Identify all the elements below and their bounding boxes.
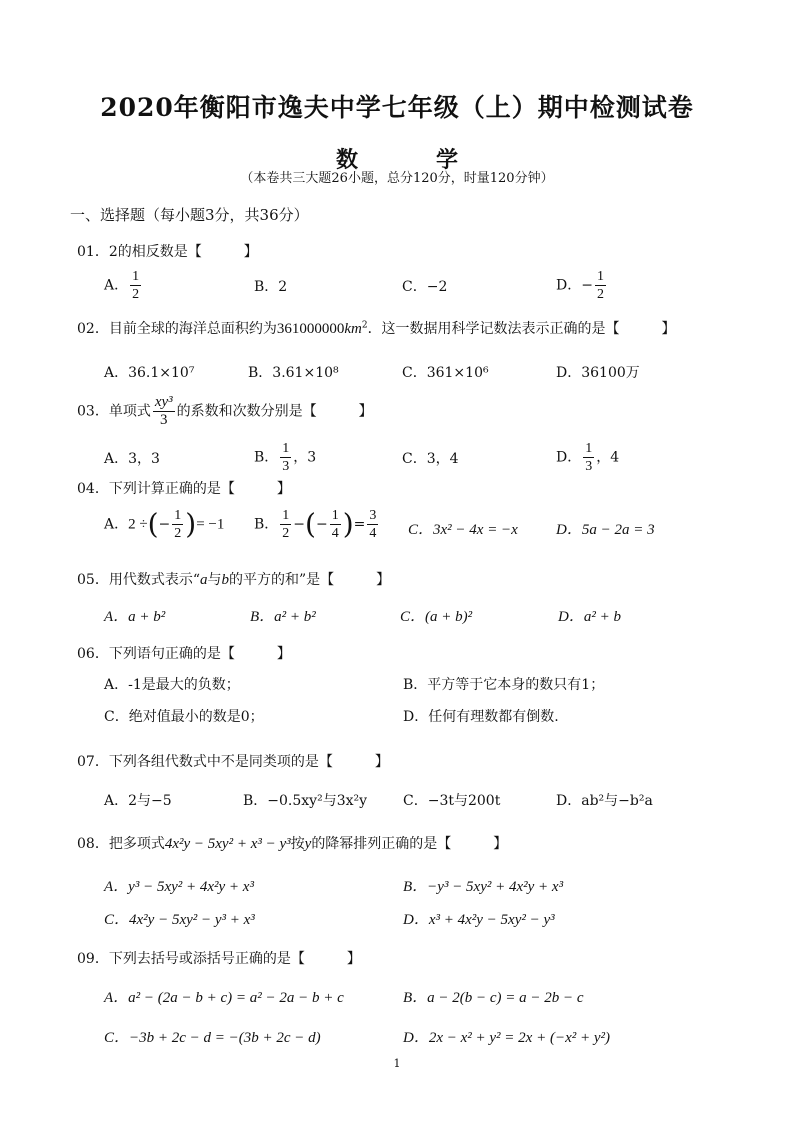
subject-char-2: 学: [436, 147, 459, 173]
q04-option-d: D．5a − 2a = 3: [556, 522, 655, 538]
fraction: $\frac{1}{4}$: [331, 508, 339, 541]
q03-option-c: C．3，4: [402, 451, 459, 467]
section-heading: 一、选择题（每小题3分，共36分）: [70, 206, 309, 224]
fraction: $\frac{3}{4}$: [369, 508, 377, 541]
q05-option-c: C．(a + b)²: [400, 609, 473, 625]
question-01: 01．2的相反数是【 】: [77, 244, 258, 260]
q01-option-c: C．−2: [402, 279, 448, 295]
q06-option-c: C．绝对值最小的数是0；: [104, 709, 264, 725]
q08-option-b: B．−y³ − 5xy² + 4x²y + x³: [403, 879, 564, 895]
q07-option-a: A．2与−5: [104, 793, 172, 809]
q05-option-a: A．a + b²: [104, 609, 166, 625]
exam-info: （本卷共三大题26小题，总分120分，时量120分钟）: [240, 171, 554, 186]
fraction: $\frac{1}{2}$: [174, 508, 182, 541]
fraction: $\frac{\text{xy³}}{3}$: [154, 394, 173, 428]
fraction: $\frac{1}{3}$: [282, 441, 290, 474]
q09-option-d: D．2x − x² + y² = 2x + (−x² + y²): [403, 1030, 610, 1046]
fraction: $\frac{1}{3}$: [585, 441, 593, 474]
q06-option-d: D．任何有理数都有倒数.: [403, 709, 559, 725]
question-07: 07．下列各组代数式中不是同类项的是【 】: [77, 754, 389, 770]
fraction: $\frac{1}{2}$: [132, 269, 140, 302]
question-06: 06．下列语句正确的是【 】: [77, 646, 291, 662]
q03-option-d: D． $\frac{1}{3}$ ，4: [556, 441, 620, 474]
question-02: 02．目前全球的海洋总面积约为$361000000km^2$．这一数据用科学记数法表示正确的是【 】: [77, 320, 676, 337]
q07-option-c: C．−3t与200t: [403, 793, 501, 809]
q07-option-d: D．ab²与−b²a: [556, 793, 653, 809]
q02-option-a: A．36.1×10⁷: [104, 365, 195, 381]
question-08: 08．把多项式4x²y − 5xy² + x³ − y³按y的降幂排列正确的是【 】: [77, 836, 508, 852]
q07-option-b: B．−0.5xy²与3x²y: [243, 793, 368, 809]
fraction: $\frac{1}{2}$: [596, 269, 604, 302]
q04-option-b: B． $\frac{1}{2}$ −(− $\frac{1}{4}$ )= $\frac{3}{4}$: [254, 507, 377, 541]
q05-option-d: D．a² + b: [558, 609, 621, 625]
q09-option-a: A．a² − (2a − b + c) = a² − 2a − b + c: [104, 990, 344, 1006]
fraction: $\frac{1}{2}$: [282, 508, 290, 541]
question-09: 09．下列去括号或添括号正确的是【 】: [77, 951, 361, 967]
q04-option-a: A．2 ÷(− $\frac{1}{2}$ )= −1: [104, 507, 225, 541]
q06-option-a: A．-1是最大的负数；: [104, 677, 240, 693]
q02-option-b: B．3.61×10⁸: [248, 365, 339, 381]
q06-option-b: B．平方等于它本身的数只有1；: [403, 677, 605, 693]
question-04: 04．下列计算正确的是【 】: [77, 481, 291, 497]
q01-option-b: B．2: [254, 279, 288, 295]
q02-option-c: C．361×10⁶: [402, 365, 489, 381]
q08-option-a: A．y³ − 5xy² + 4x²y + x³: [104, 879, 254, 895]
question-03: 03．单项式 $\frac{\text{xy³}}{3}$ 的系数和次数分别是【 】: [77, 394, 373, 428]
q04-option-c: C．3x² − 4x = −x: [408, 522, 518, 538]
q08-option-c: C．4x²y − 5xy² − y³ + x³: [104, 912, 255, 928]
subject-char-1: 数: [335, 147, 358, 173]
q05-option-b: B．a² + b²: [250, 609, 316, 625]
q01-option-d: D．− $\frac{1}{2}$: [556, 269, 604, 302]
question-05: 05．用代数式表示“a与b的平方的和”是【 】: [77, 572, 391, 588]
page-number: 1: [393, 1057, 401, 1070]
q01-option-a: A． $\frac{1}{2}$: [104, 269, 140, 302]
q09-option-b: B．a − 2(b − c) = a − 2b − c: [403, 990, 584, 1006]
q08-option-d: D．x³ + 4x²y − 5xy² − y³: [403, 912, 555, 928]
exam-title: 2020年衡阳市逸夫中学七年级（上）期中检测试卷: [100, 93, 694, 122]
q03-option-a: A．3，3: [104, 451, 160, 467]
q09-option-c: C．−3b + 2c − d = −(3b + 2c − d): [104, 1030, 321, 1046]
q03-option-b: B． $\frac{1}{3}$ ，3: [254, 441, 317, 474]
q02-option-d: D．36100万: [556, 365, 640, 381]
